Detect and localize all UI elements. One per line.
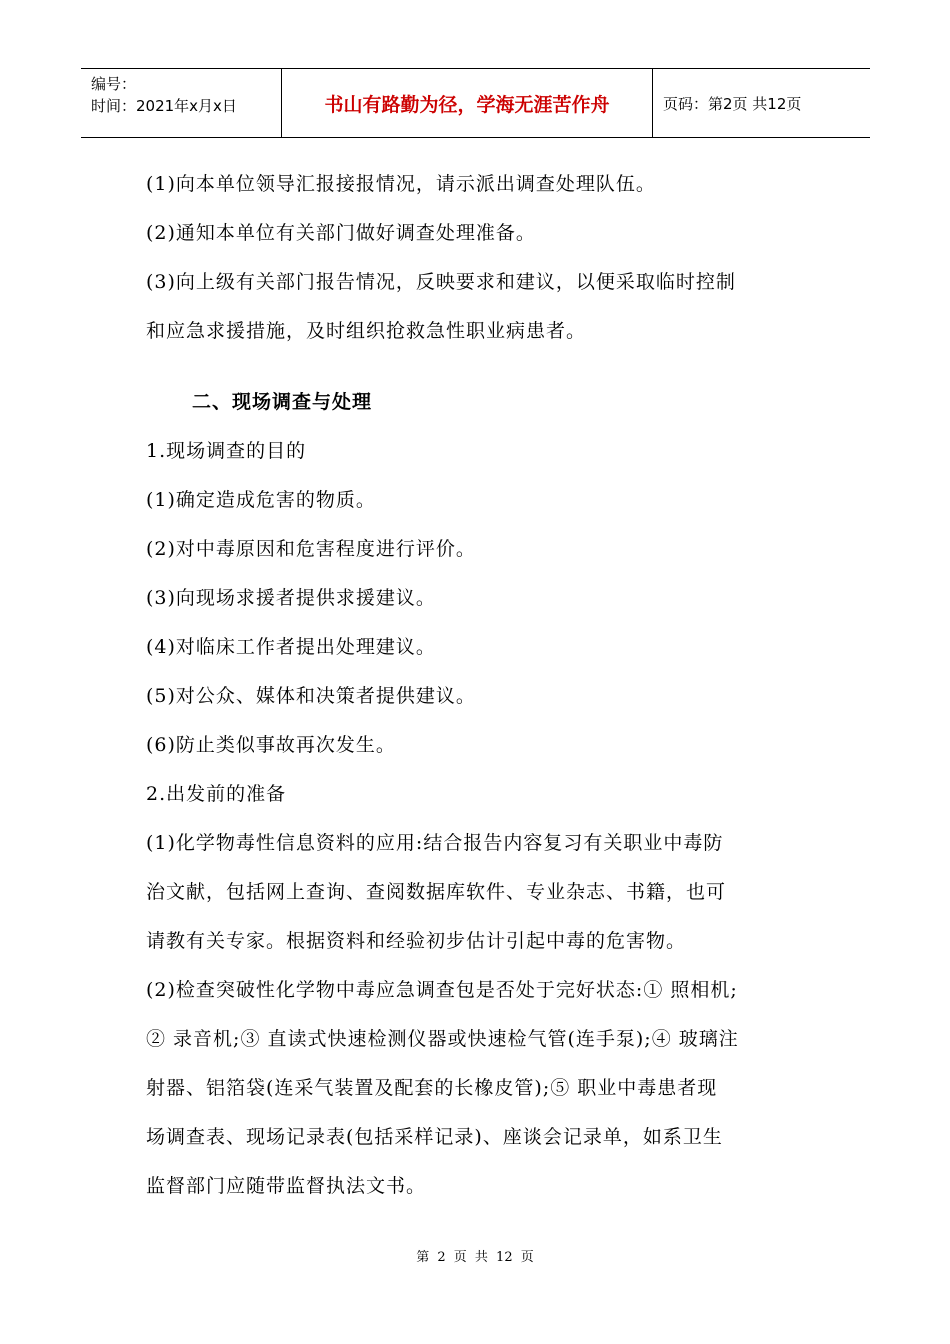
header-meta: [81, 69, 282, 137]
section-spacer: [146, 356, 826, 378]
header-page-info: 页码：第2页 共12页: [663, 94, 802, 113]
paragraph-line: (3)向现场求援者提供求援建议。: [146, 587, 436, 609]
paragraph-line: 请教有关专家。根据资料和经验初步估计引起中毒的危害物。: [146, 930, 687, 952]
paragraph-line: (5)对公众、媒体和决策者提供建议。: [146, 685, 476, 707]
paragraph-line: (4)对临床工作者提出处理建议。: [146, 636, 436, 658]
section-heading: 二、现场调查与处理: [192, 391, 373, 413]
paragraph-line: (1)确定造成危害的物质。: [146, 489, 376, 511]
paragraph-line: 和应急求援措施，及时组织抢救急性职业病患者。: [146, 320, 587, 342]
code-label: 编号：: [91, 75, 137, 93]
paragraph-line: 场调查表、现场记录表(包括采样记录)、座谈会记录单，如系卫生: [146, 1126, 723, 1148]
subsection-title: 1.现场调查的目的: [146, 440, 307, 462]
paragraph-line: ② 录音机;③ 直读式快速检测仪器或快速检气管(连手泵);④ 玻璃注: [146, 1028, 739, 1050]
paragraph-line: (2)对中毒原因和危害程度进行评价。: [146, 538, 476, 560]
paragraph-line: (1)化学物毒性信息资料的应用:结合报告内容复习有关职业中毒防: [146, 832, 724, 854]
subsection-title: 2.出发前的准备: [146, 783, 287, 805]
header-motto: 书山有路勤为径，学海无涯苦作舟: [282, 69, 653, 137]
paragraph-line: (2)检查突破性化学物中毒应急调查包是否处于完好状态:① 照相机;: [146, 979, 738, 1001]
paragraph-line: 治文献，包括网上查询、查阅数据库软件、专业杂志、书籍，也可: [146, 881, 727, 903]
date-label: 时间：2021年x月x日: [91, 97, 237, 115]
paragraph-line: 射器、铝箔袋(连采气装置及配套的长橡皮管);⑤ 职业中毒患者现: [146, 1077, 718, 1099]
paragraph-line: 监督部门应随带监督执法文书。: [146, 1175, 427, 1197]
page-header: [81, 68, 870, 138]
page-footer: 第 2 页 共 12 页: [416, 1250, 534, 1265]
paragraph-line: (3)向上级有关部门报告情况，反映要求和建议，以便采取临时控制: [146, 271, 736, 293]
paragraph-line: (6)防止类似事故再次发生。: [146, 734, 396, 756]
document-body: [146, 160, 826, 1211]
paragraph-line: (2)通知本单位有关部门做好调查处理准备。: [146, 222, 536, 244]
paragraph-line: (1)向本单位领导汇报接报情况，请示派出调查处理队伍。: [146, 173, 656, 195]
